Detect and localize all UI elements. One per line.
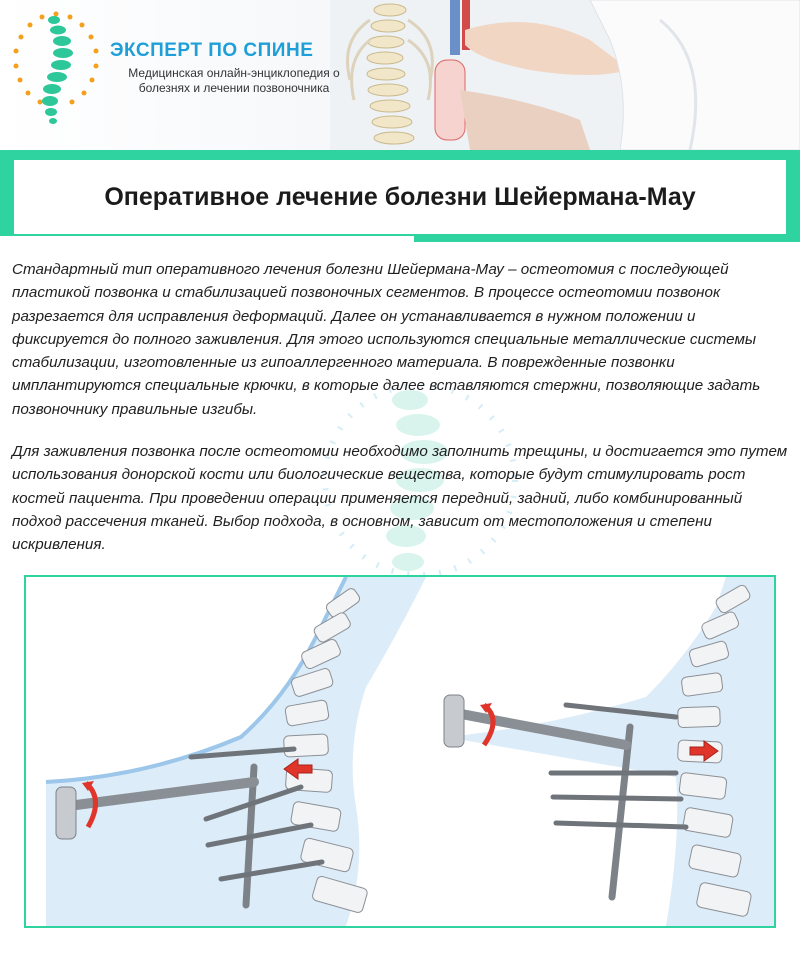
doctor-skeleton-banner-icon [330,0,800,150]
spine-with-rod-instrument-icon [46,577,426,926]
brand-title[interactable]: ЭКСПЕРТ ПО СПИНЕ [110,40,314,61]
spine-logo-icon [6,8,106,126]
article-paragraph-2: Для заживления позвонка после остеотомии необходимо заполнить трещины, и достигается это путем использования донорской кости или биологические вещества, которые будут стимулировать рост костей пациента. При проведении операции применяется передний, задний, либо комбинированный подход рассечения тканей. Выбор подхода, в основном, зависит от местоположения и степени искривления. [12,443,788,554]
article-paragraph-1: Стандартный тип оперативного лечения болезни Шейермана-Мау – остеотомия с последующей пластикой позвонка и стабилизацией позвоночных сегментов. В процессе остеотомии позвонок разрезается для исправления деформаций. Далее он устанавливается в нужном положении и фиксируется до полного заживления. Для этого используются специальные металлические системы стабилизации, изготовленные из гипоаллергенного материала. В поврежденные позвонки имплантируются специальные крючки, в которые далее вставляются стержни, позволяющие задать позвоночнику правильные изгибы. [12,261,761,418]
brand-subtitle: Медицинская онлайн-энциклопедия о болезнях и лечении позвоночника [128,66,340,95]
spine-corrected-with-rod-icon [444,577,774,926]
page-title: Оперативное лечение болезни Шейермана-Мау [104,183,696,211]
site-header [0,0,800,150]
green-accent-strip [414,234,800,242]
illustration-canvas [26,577,774,926]
surgery-illustration [24,575,776,928]
